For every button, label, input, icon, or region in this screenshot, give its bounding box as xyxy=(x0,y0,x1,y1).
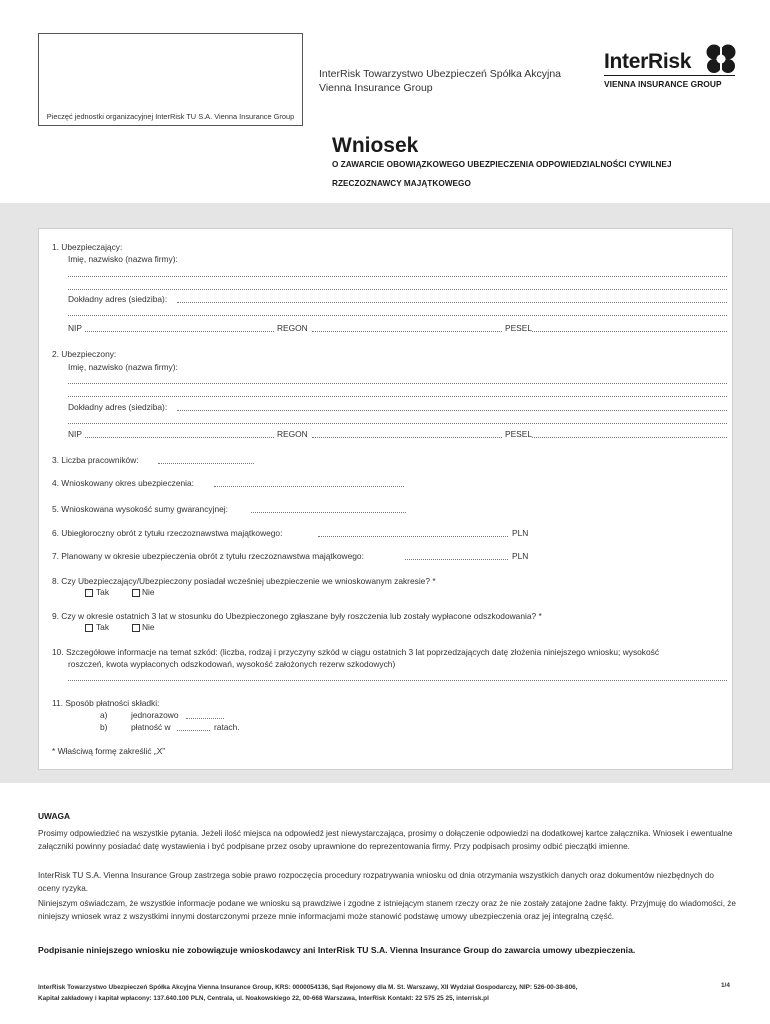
q9-yes-checkbox[interactable] xyxy=(85,624,93,632)
q1-address-field-2[interactable] xyxy=(68,315,727,316)
q9-label: 9. Czy w okresie ostatnich 3 lat w stosunku do Ubezpieczonego zgłaszane były roszczenia lub zostały wypłacone odszkodowania? * xyxy=(52,611,542,621)
q11-b-suffix: ratach. xyxy=(214,722,240,732)
q9-no-checkbox[interactable] xyxy=(132,624,140,632)
q1-label: 1. Ubezpieczający: xyxy=(52,242,123,252)
q3-label: 3. Liczba pracowników: xyxy=(52,455,139,465)
q7-label: 7. Planowany w okresie ubezpieczenia obrót z tytułu rzeczoznawstwa majątkowego: xyxy=(52,551,364,561)
butterfly-logo-icon xyxy=(705,44,737,74)
stamp-box xyxy=(38,33,303,126)
page-number: 1/4 xyxy=(721,982,730,989)
q2-nip-label: NIP xyxy=(68,429,82,439)
q2-name-label: Imię, nazwisko (nazwa firmy): xyxy=(68,362,178,372)
q11-b-letter: b) xyxy=(100,722,108,732)
q2-name-field-2[interactable] xyxy=(68,396,727,397)
document-title: Wniosek xyxy=(332,134,419,157)
q8-yes-checkbox[interactable] xyxy=(85,589,93,597)
q9-yes-label: Tak xyxy=(96,622,110,632)
q2-name-field-1[interactable] xyxy=(68,383,727,384)
q1-pesel-field[interactable] xyxy=(532,331,727,332)
q4-field[interactable] xyxy=(214,486,404,487)
company-line-2: Vienna Insurance Group xyxy=(319,82,433,94)
q7-unit: PLN xyxy=(512,551,529,561)
q11-a-field[interactable] xyxy=(186,718,224,719)
company-name xyxy=(319,67,561,95)
q1-regon-label: REGON xyxy=(277,323,308,333)
footer-line-2: Kapitał zakładowy i kapitał wpłacony: 137.640.100 PLN, Centrala, ul. Noakowskiego 22, 00-668 Warszawa, InterRisk Kontakt: 22 575 25 25, interrisk.pl xyxy=(38,995,489,1002)
q1-name-label: Imię, nazwisko (nazwa firmy): xyxy=(68,254,178,264)
company-line-1: InterRisk Towarzystwo Ubezpieczeń Spółka Akcyjna xyxy=(319,68,561,80)
q7-field[interactable] xyxy=(405,559,508,560)
logo-text: InterRisk xyxy=(604,50,692,73)
subtitle-line-1: O ZAWARCIE OBOWIĄZKOWEGO UBEZPIECZENIA ODPOWIEDZIALNOŚCI CYWILNEJ xyxy=(332,160,672,169)
q6-unit: PLN xyxy=(512,528,529,538)
notice-disclaimer: Podpisanie niniejszego wniosku nie zobowiązuje wnioskodawcy ani InterRisk TU S.A. Vienna Insurance Group do zawarcia umowy ubezpieczenia. xyxy=(38,945,636,955)
q11-a-label: jednorazowo xyxy=(131,710,179,720)
q1-nip-label: NIP xyxy=(68,323,82,333)
q2-regon-label: REGON xyxy=(277,429,308,439)
footnote: * Właściwą formę zakreślić „X” xyxy=(52,746,166,756)
q10-label-line-1: 10. Szczegółowe informacje na temat szkód: (liczba, rodzaj i przyczyny szkód w ciągu ostatnich 3 lat poprzedzających datę złożenia niniejszego wniosku; wysokość xyxy=(52,647,660,657)
q11-b-label: płatność w xyxy=(131,722,171,732)
q2-pesel-field[interactable] xyxy=(532,437,727,438)
q11-label: 11. Sposób płatności składki: xyxy=(52,698,160,708)
q2-address-field-1[interactable] xyxy=(177,410,727,411)
q11-b-field[interactable] xyxy=(177,730,210,731)
interrisk-logo xyxy=(604,44,734,92)
q5-label: 5. Wnioskowana wysokość sumy gwarancyjnej: xyxy=(52,504,228,514)
q1-regon-field[interactable] xyxy=(312,331,502,332)
q1-pesel-label: PESEL xyxy=(505,323,533,333)
q5-field[interactable] xyxy=(251,512,406,513)
logo-divider xyxy=(604,75,735,76)
q4-label: 4. Wnioskowany okres ubezpieczenia: xyxy=(52,478,194,488)
q1-address-field-1[interactable] xyxy=(177,302,727,303)
notice-paragraph-3: Niniejszym oświadczam, że wszystkie informacje podane we wniosku są prawdziwe i zgodne z istniejącym stanem rzeczy oraz że nie zostały zatajone żadne fakty. Przyjmuję do wiadomości, że niniejszy wniosek wraz z wszystkimi innymi dostarczonymi przeze mnie informacjami może stanowić podstawę umowy ubezpieczenia oraz jej integralną część. xyxy=(38,899,736,921)
q6-field[interactable] xyxy=(318,536,508,537)
q2-regon-field[interactable] xyxy=(312,437,502,438)
q8-no-checkbox[interactable] xyxy=(132,589,140,597)
q11-a-letter: a) xyxy=(100,710,108,720)
q2-label: 2. Ubezpieczony: xyxy=(52,349,117,359)
q8-yes-label: Tak xyxy=(96,587,110,597)
subtitle-line-2: RZECZOZNAWCY MAJĄTKOWEGO xyxy=(332,179,471,188)
q2-address-label: Dokładny adres (siedziba): xyxy=(68,402,168,412)
q10-label-line-2: roszczeń, kwota wypłaconych odszkodowań, wysokość założonych rezerw szkodowych) xyxy=(68,659,396,669)
q10-field[interactable] xyxy=(68,680,727,681)
q6-label: 6. Ubiegłoroczny obrót z tytułu rzeczoznawstwa majątkowego: xyxy=(52,528,283,538)
footer-line-1: InterRisk Towarzystwo Ubezpieczeń Spółka Akcyjna Vienna Insurance Group, KRS: 0000054136, Sąd Rejonowy dla M. St. Warszawy, XII Wydział Gospodarczy, NIP: 526-00-38-806, xyxy=(38,984,578,991)
q1-name-field-1[interactable] xyxy=(68,276,727,277)
stamp-label: Pieczęć jednostki organizacyjnej InterRisk TU S.A. Vienna Insurance Group xyxy=(46,112,295,121)
q1-name-field-2[interactable] xyxy=(68,289,727,290)
q2-address-field-2[interactable] xyxy=(68,423,727,424)
form-panel xyxy=(38,228,733,770)
q2-nip-field[interactable] xyxy=(85,437,274,438)
q8-no-label: Nie xyxy=(142,587,155,597)
q1-nip-field[interactable] xyxy=(85,331,274,332)
notice-paragraph-2: InterRisk TU S.A. Vienna Insurance Group zastrzega sobie prawo rozpoczęcia procedury rozpatrywania wniosku od dnia otrzymania wszystkich danych oraz dokumentów niezbędnych do oceny ryzyka. xyxy=(38,871,714,893)
q9-no-label: Nie xyxy=(142,622,155,632)
notice-paragraph-1: Prosimy odpowiedzieć na wszystkie pytania. Jeżeli ilość miejsca na odpowiedź jest niewystarczająca, prosimy o dołączenie odpowiedzi na dodatkowej kartce załącznika. Wniosek i ewentualne załączniki powinny posiadać datę wystawienia i być podpisane przez osoby uprawnione do reprezentowania firmy. Przy podpisach prosimy odbić pieczątki imienne. xyxy=(38,829,733,851)
document-subtitle xyxy=(332,155,752,193)
notice-title: UWAGA xyxy=(38,811,71,821)
q2-pesel-label: PESEL xyxy=(505,429,533,439)
footer xyxy=(38,982,577,1004)
q1-address-label: Dokładny adres (siedziba): xyxy=(68,294,168,304)
q8-label: 8. Czy Ubezpieczający/Ubezpieczony posiadał wcześniej ubezpieczenie we wnioskowanym zakresie? * xyxy=(52,576,436,586)
q3-field[interactable] xyxy=(158,463,254,464)
logo-subtext: VIENNA INSURANCE GROUP xyxy=(604,79,722,89)
